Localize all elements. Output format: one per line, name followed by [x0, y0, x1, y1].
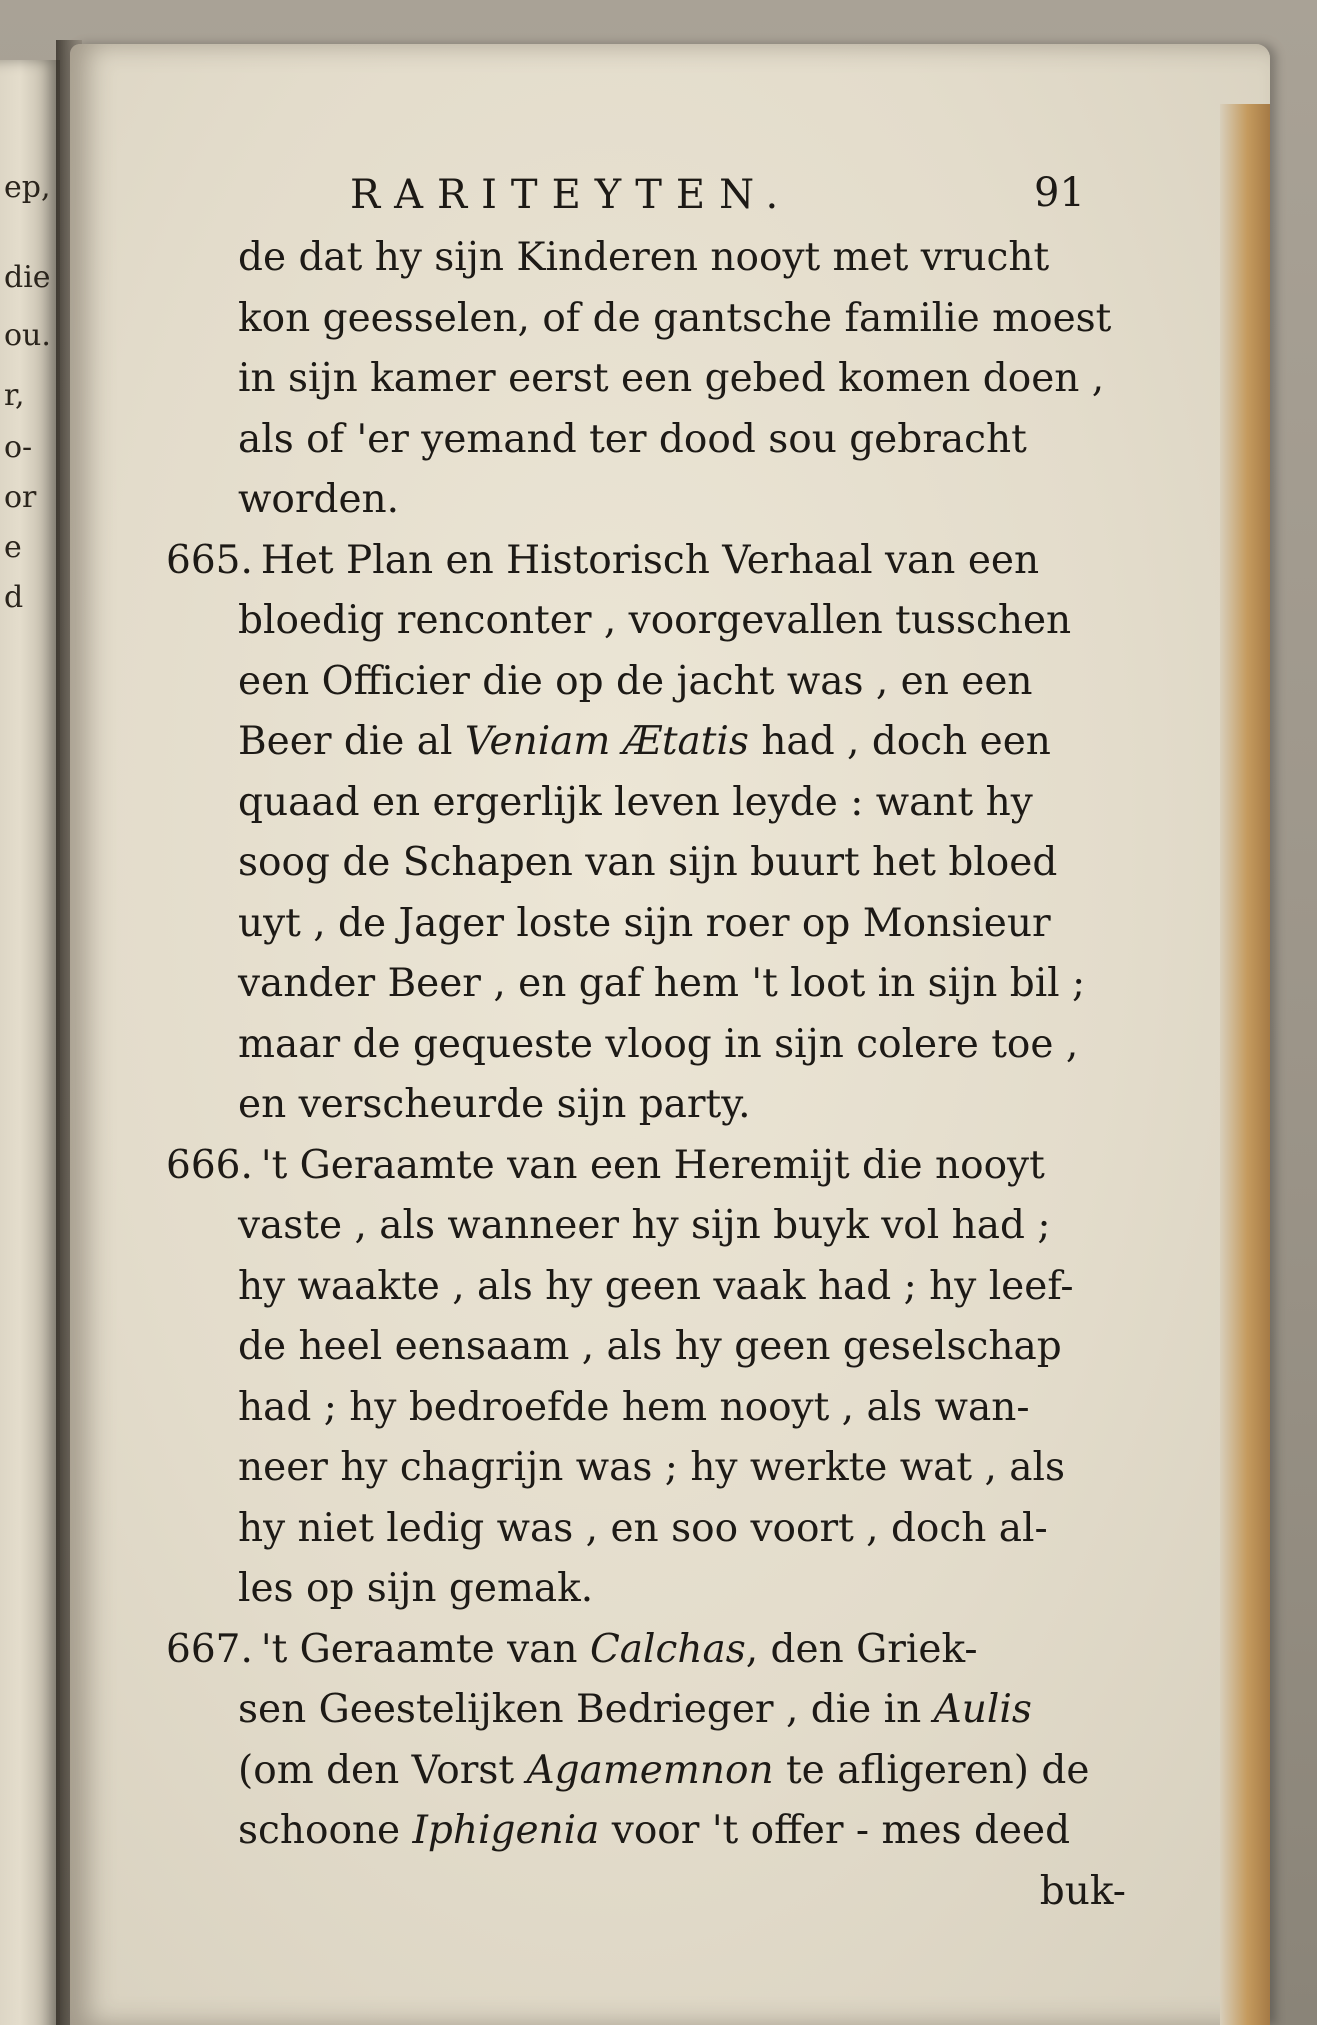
page-number: 91: [1034, 170, 1085, 216]
margin-fragment: die: [4, 260, 51, 295]
line-text: 't Geraamte van: [260, 1626, 590, 1672]
text-line: [166, 1499, 1126, 1560]
text-line: [166, 591, 1126, 652]
text-line: [166, 773, 1126, 834]
line-text: uyt , de Jager loste sijn roer op Monsieur: [238, 900, 1051, 946]
text-line: [166, 1378, 1126, 1439]
text-line: [166, 712, 1126, 773]
line-text: in sijn kamer eerst een gebed komen doen ,: [238, 356, 1105, 401]
line-text: sen Geestelijken Bedrieger , die in: [238, 1687, 934, 1732]
text-line: [166, 470, 1126, 531]
line-text: de dat hy sijn Kinderen nooyt met vrucht: [238, 235, 1050, 280]
line-text: Het Plan en Historisch Verhaal van een: [260, 537, 1040, 583]
line-text: te afligeren) de: [773, 1747, 1090, 1793]
text-line: [166, 1559, 1126, 1620]
text-lines: [166, 228, 1126, 1922]
catchword: [166, 1862, 1126, 1923]
line-text: quaad en ergerlijk leven leyde : want hy: [238, 779, 1033, 825]
line-text: les op sijn gemak.: [238, 1566, 594, 1611]
text-line: [166, 1741, 1126, 1802]
italic-name: Iphigenia: [412, 1808, 600, 1853]
line-text: hy waakte , als hy geen vaak had ; hy leef-: [238, 1263, 1074, 1309]
entry-first-line: [166, 1620, 1126, 1681]
entry-number: 666.: [166, 1142, 253, 1188]
page-text: [166, 164, 1126, 1922]
line-text: als of 'er yemand ter dood sou gebracht: [238, 416, 1027, 462]
line-text: neer hy chagrijn was ; hy werkte wat , als: [238, 1445, 1066, 1490]
italic-name: Aulis: [933, 1687, 1032, 1732]
text-line: [166, 349, 1126, 410]
line-text: , den Griek-: [745, 1626, 978, 1672]
line-text: kon geesselen, of de gantsche familie moest: [238, 295, 1112, 341]
line-text: voor 't offer - mes deed: [599, 1808, 1071, 1853]
margin-fragment: r,: [4, 378, 25, 413]
margin-fragment: d: [4, 580, 24, 615]
text-line: [166, 894, 1126, 955]
line-text: de heel eensaam , als hy geen geselschap: [238, 1324, 1062, 1369]
line-text: had ; hy bedroefde hem nooyt , als wan-: [238, 1384, 1030, 1430]
text-line: [166, 1196, 1126, 1257]
margin-fragment: or: [4, 480, 37, 515]
entry-first-line: [166, 531, 1126, 592]
text-line: [166, 1438, 1126, 1499]
italic-name: Veniam Ætatis: [464, 719, 749, 764]
book-page: [70, 44, 1270, 2025]
italic-name: Agamemnon: [526, 1747, 774, 1793]
text-line: [166, 833, 1126, 894]
text-line: [166, 1257, 1126, 1318]
line-text: en verscheurde sijn party.: [238, 1082, 751, 1127]
text-line: [166, 1317, 1126, 1378]
line-text: (om den Vorst: [238, 1747, 527, 1793]
margin-fragment: o-: [4, 430, 33, 465]
line-text: had , doch een: [748, 719, 1051, 764]
text-line: [166, 1680, 1126, 1741]
italic-name: Calchas: [589, 1626, 746, 1672]
text-line: [166, 1801, 1126, 1862]
line-text: een Officier die op de jacht was , en een: [238, 658, 1033, 704]
running-head-title: RARITEYTEN.: [350, 172, 793, 218]
line-text: schoone: [238, 1808, 413, 1853]
line-text: maar de gequeste vloog in sijn colere toe ,: [238, 1021, 1079, 1067]
line-text: 't Geraamte van een Heremijt die nooyt: [260, 1142, 1045, 1188]
entry-first-line: [166, 1136, 1126, 1197]
entry-number: 665.: [166, 537, 253, 583]
line-text: vander Beer , en gaf hem 't loot in sijn bil ;: [238, 961, 1086, 1006]
line-text: buk-: [1039, 1868, 1126, 1914]
line-text: worden.: [238, 477, 400, 522]
line-text: hy niet ledig was , en soo voort , doch al-: [238, 1505, 1048, 1551]
line-text: vaste , als wanneer hy sijn buyk vol had ;: [238, 1203, 1051, 1248]
text-line: [166, 228, 1126, 289]
previous-page-edge: [0, 60, 60, 2025]
line-text: soog de Schapen van sijn buurt het bloed: [238, 840, 1058, 885]
text-line: [166, 652, 1126, 713]
entry-number: 667.: [166, 1626, 253, 1672]
page-fore-edge: [1220, 104, 1270, 2025]
text-line: [166, 1075, 1126, 1136]
margin-fragment: e: [4, 530, 22, 565]
line-text: Beer die al: [238, 719, 465, 764]
text-line: [166, 1015, 1126, 1076]
running-head: [166, 164, 1126, 228]
margin-fragment: ep,: [4, 170, 51, 205]
text-line: [166, 289, 1126, 350]
text-line: [166, 954, 1126, 1015]
margin-fragment: ou.: [4, 318, 51, 353]
line-text: bloedig renconter , voorgevallen tusschen: [238, 598, 1072, 643]
text-line: [166, 410, 1126, 471]
